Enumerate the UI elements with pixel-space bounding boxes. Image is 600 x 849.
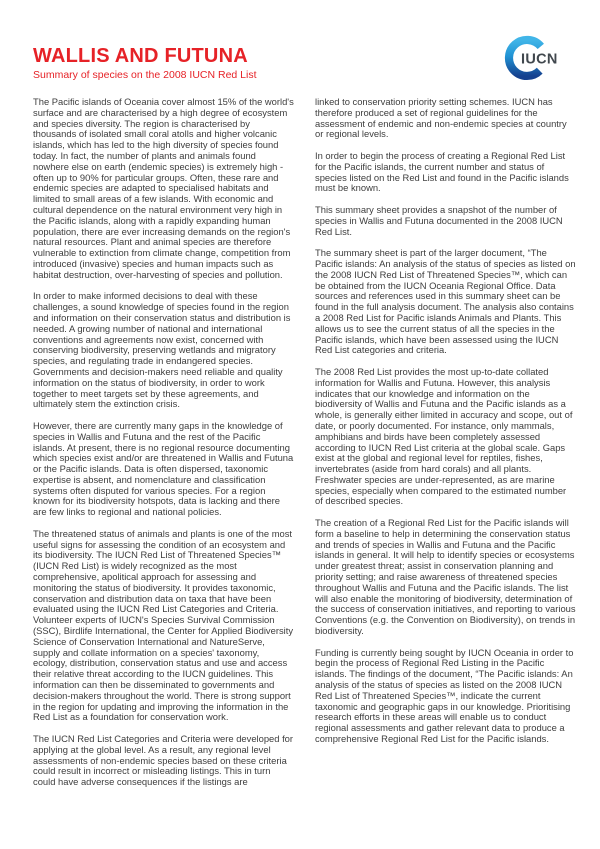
right-paragraph-6: The creation of a Regional Red List for the Pacific islands will form a baseline to help in determining the conservation status and trends of species in Wallis and Futuna and the Pacific islands in general. It will help to identify species or ecosystems under greatest threat; assist in conservation planning and priority setting; and raise awareness of threatened species throughout Wallis and Futuna and the Pacific islands. The list will also enable the monitoring of biodiversity, determination of the success of conservation initiatives, and reporting to various Conventions (e.g. the Convention on Biodiversity), on trends in biodiversity.	[315, 517, 576, 637]
left-paragraph-4: The threatened status of animals and plants is one of the most useful signs for assessing the condition of an ecosystem and its biodiversity. The IUCN Red List of Threatened Species™ (IUCN Red List) is widely recognized as the most comprehensive, apolitical approach for assessing and monitoring the status of biodiversity. It provides taxonomic, conservation and distribution data on taxa that have been evaluated using the IUCN Red List Categories and Criteria. Volunteer experts of IUCN's Species Survival Commission (SSC), Birdlife International, the Center for Applied Biodiversity Science of Conservation International and NatureServe, supply and collate information on a species' taxonomy, ecology, distribution, conservation status and use and access their relative threat according to the IUCN guidelines. This information can then be disseminated to governments and decision-makers throughout the world. There is strong support in the region for updating and improving the information in the Red List as a foundation for conservation work.	[33, 527, 294, 723]
left-paragraph-1: The Pacific islands of Oceania cover almost 15% of the world's surface and are characterised by a high degree of ecosystem and species diversity. The region is characterised by thousands of isolated small coral atolls and higher volcanic islands, which has led to the high diversity of species found today. In fact, the number of plants and animals found nowhere else on earth (endemic species) is extremely high - often up to 90% for particular groups. Often, these rare and endemic species are adapted to specialised habitats and limited to small areas of a few islands. With economic and cultural dependence on the natural environment very high in the Pacific islands, along with a rapidly expanding human population, there are ever increasing demands on the region's natural resources. Plant and animal species are therefore vulnerable to extinction from climate change, competition from introduced (invasive) species and human impacts such as habitat destruction, over-harvesting of species and pollution.	[33, 96, 294, 280]
right-paragraph-4: The summary sheet is part of the larger document, “The Pacific islands: An analysis of the status of species as listed on the 2008 IUCN Red List of Threatened Species™, which can be obtained from the IUCN Oceania Regional Office. Data sources and references used in this summary sheet can be found in the full analysis document. The analysis also contains a 2008 Red List for Pacific islands Animals and Plants. This allows us to see the current status of all the species in the Pacific islands, which have been assessed using the IUCN Red List categories and criteria.	[315, 247, 576, 356]
document-header	[33, 46, 572, 81]
left-paragraph-2: In order to make informed decisions to deal with these challenges, a sound knowledge of species found in the region and information on their conservation status and distribution is needed. A growing number of national and international conventions and agreements now exist, concerned with conserving biodiversity, preserving wetlands and migratory species, and regulating trade in endangered species. Governments and decision-makers need reliable and quality information on the status of biodiversity, in order to work together to meet targets set by these agreements, and ultimately stem the extinction crisis.	[33, 290, 291, 410]
right-paragraph-2: In order to begin the process of creating a Regional Red List for the Pacific islands, the current number and status of species listed on the Red List and found in the Pacific islands must be known.	[315, 149, 569, 194]
right-paragraph-3: This summary sheet provides a snapshot of the number of species in Wallis and Futuna documented in the 2008 IUCN Red List.	[315, 203, 563, 237]
right-paragraph-7: Funding is currently being sought by IUCN Oceania in order to begin the process of Regional Red Listing in the Pacific islands. The findings of the document, “The Pacific islands: An analysis of the status of species as listed on the 2008 IUCN Red List of Threatened Species™, indicate the current taxonomic and geographic gaps in our knowledge. Prioritising research efforts in these areas will enable us to conduct regional assessments and gather relevant data to produce a comprehensive Regional Red List for the Pacific islands.	[315, 646, 574, 745]
page-subtitle: Summary of species on the 2008 IUCN Red List	[33, 69, 257, 81]
right-paragraph-1: linked to conservation priority setting schemes. IUCN has therefore produced a set of regional guidelines for the assessment of endemic and non-endemic species at country or regional levels.	[315, 96, 567, 140]
right-column	[315, 97, 576, 799]
iucn-logo-text: IUCN	[521, 51, 558, 68]
iucn-logo	[504, 34, 572, 82]
left-paragraph-3: However, there are currently many gaps in the knowledge of species in Wallis and Futuna and the rest of the Pacific islands. At present, there is no regional resource documenting which species exist and/or are threatened in Wallis and Futuna or the Pacific islands. Data is often dispersed, taxonomic expertise is absent, and nomenclature and classification systems often disputed for various species. For a region known for its biodiversity hotspots, data is lacking and there are few links to regional and national policies.	[33, 419, 294, 518]
left-paragraph-5: The IUCN Red List Categories and Criteria were developed for applying at the global level. As a result, any regional level assessments of non-endemic species based on these criteria could result in incorrect or misleading listings. This in turn could have adverse consequences if the listings are	[33, 733, 294, 788]
left-column	[33, 97, 294, 799]
two-column-body	[33, 97, 576, 799]
page-title: WALLIS AND FUTUNA	[33, 45, 248, 67]
iucn-logo-icon	[504, 34, 572, 82]
right-paragraph-5: The 2008 Red List provides the most up-to-date collated information for Wallis and Futuna. However, this analysis indicates that our knowledge and information on the biodiversity of Wallis and Futuna and the Pacific islands as a whole, is generally either limited in accuracy and scope, out of date, or poorly documented. For instance, only mammals, amphibians and birds have been completely assessed according to IUCN Red List criteria at the global scale. Gaps exist at the global and regional level for reptiles, fishes, invertebrates (aside from hard corals) and all plants. Freshwater species are under-represented, as are marine species, especially when compared to the estimated number of described species.	[315, 365, 573, 507]
